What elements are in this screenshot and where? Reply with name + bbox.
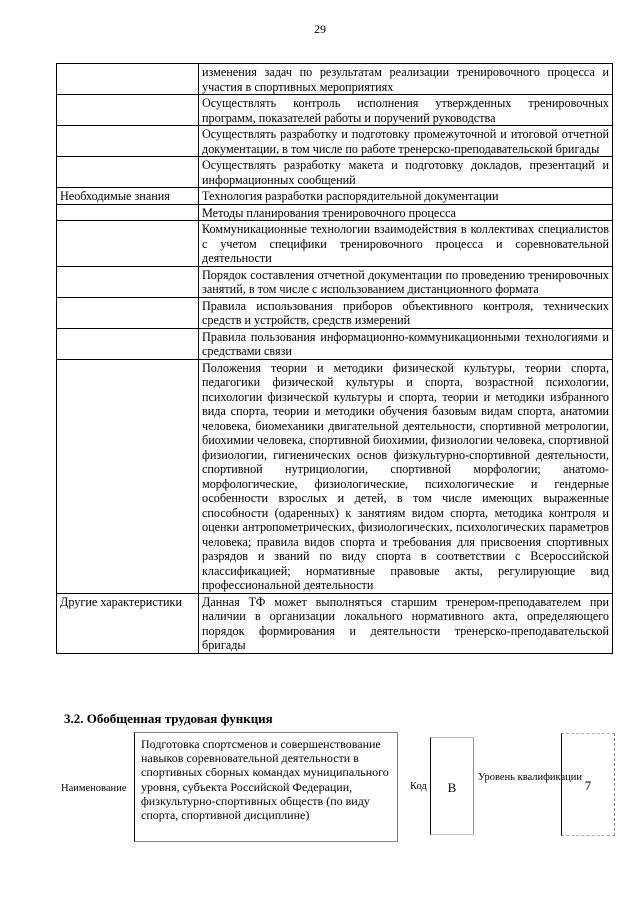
row-text: Осуществлять контроль исполнения утвержденных тренировочных программ, показателей работы и поручений руководства [199,95,613,126]
row-text: Положения теории и методики физической культуры, теории спорта, педагогики физической культуры и спорта, возрастной психологии, психологии физической культуры и спорта, теории и методики избранного вида спорта, теории и методики обучения базовым видам спорта, анатомии человека, биомеханики двигательной деятельности, спортивной метрологии, биохимии человека, спортивной биохимии, физиологии человека, спортивной физиологии, гигиенических основ физкультурно-спортивной деятельности, спортивной нутрициологии, спортивной морфологии; анатомо-морфологические, физиологические, психологические и гендерные особенности взрослых и детей, в том числе имеющих выраженные способности (одаренных) к занятиям видом спорта, методика контроля и оценки антропометрических, физиологических, психологических параметров человека; правила видов спорта и требования для присвоения спортивных разрядов и званий по виду спорта в соответствии с Всероссийской классификацией; нормативные правовые акты, регулирующие вид профессиональной деятельности [199,359,613,593]
row-text: Методы планирования тренировочного процесса [199,204,613,221]
row-label [57,95,199,126]
page-number: 29 [314,22,326,36]
row-text: Осуществлять разработку и подготовку промежуточной и итоговой отчетной документации, в том числе по работе тренерско-преподавательской бригады [199,126,613,157]
table-row [57,359,613,593]
table-row [57,297,613,328]
row-text: Порядок составления отчетной документации по проведению тренировочных занятий, в том числе с использованием дистанционного формата [199,266,613,297]
row-label [57,266,199,297]
row-label [57,64,199,95]
code-label: Код [410,781,427,792]
table-row [57,95,613,126]
row-label [57,328,199,359]
row-label-knowledge: Необходимые знания [57,188,199,205]
qualification-level-value: 7 [584,778,592,793]
row-text: Правила пользования информационно-коммуникационными технологиями и средствами связи [199,328,613,359]
row-text: Правила использования приборов объективного контроля, технических средств и устройств, средств измерений [199,297,613,328]
row-text: Технология разработки распорядительной документации [199,188,613,205]
row-label [57,221,199,267]
name-label: Наименование [61,783,127,794]
requirements-table [56,63,613,654]
row-text: изменения задач по результатам реализации тренировочного процесса и участия в спортивных мероприятиях [199,64,613,95]
table-row [57,157,613,188]
row-label [57,157,199,188]
row-text: Коммуникационные технологии взаимодействия в коллективах специалистов с учетом специфики тренировочного процесса и соревновательной деятельности [199,221,613,267]
row-label [57,126,199,157]
row-text: Данная ТФ может выполняться старшим тренером-преподавателем при наличии в организации локального нормативного акта, определяющего порядок формирования и деятельности тренерско-преподавательской бригады [199,593,613,653]
name-value-box: Подготовка спортсменов и совершенствование навыков соревновательной деятельности в спортивных сборных командах муниципального уровня, субъекта Российской Федерации, физкультурно-спортивных обществ (по виду спорта, спортивной дисциплине) [134,732,398,842]
table-row [57,204,613,221]
row-text: Осуществлять разработку макета и подготовку докладов, презентаций и информационных сообщений [199,157,613,188]
code-value: B [447,780,457,795]
table-row [57,64,613,95]
section-heading: 3.2. Обобщенная трудовая функция [64,711,273,726]
row-label [57,359,199,593]
table-row [57,188,613,205]
table-row [57,266,613,297]
row-label [57,297,199,328]
table-row [57,126,613,157]
row-label-other: Другие характеристики [57,593,199,653]
table-row [57,593,613,653]
table-row [57,221,613,267]
row-label [57,204,199,221]
qualification-level-label: Уровень квалификации [478,772,583,783]
table-row [57,328,613,359]
